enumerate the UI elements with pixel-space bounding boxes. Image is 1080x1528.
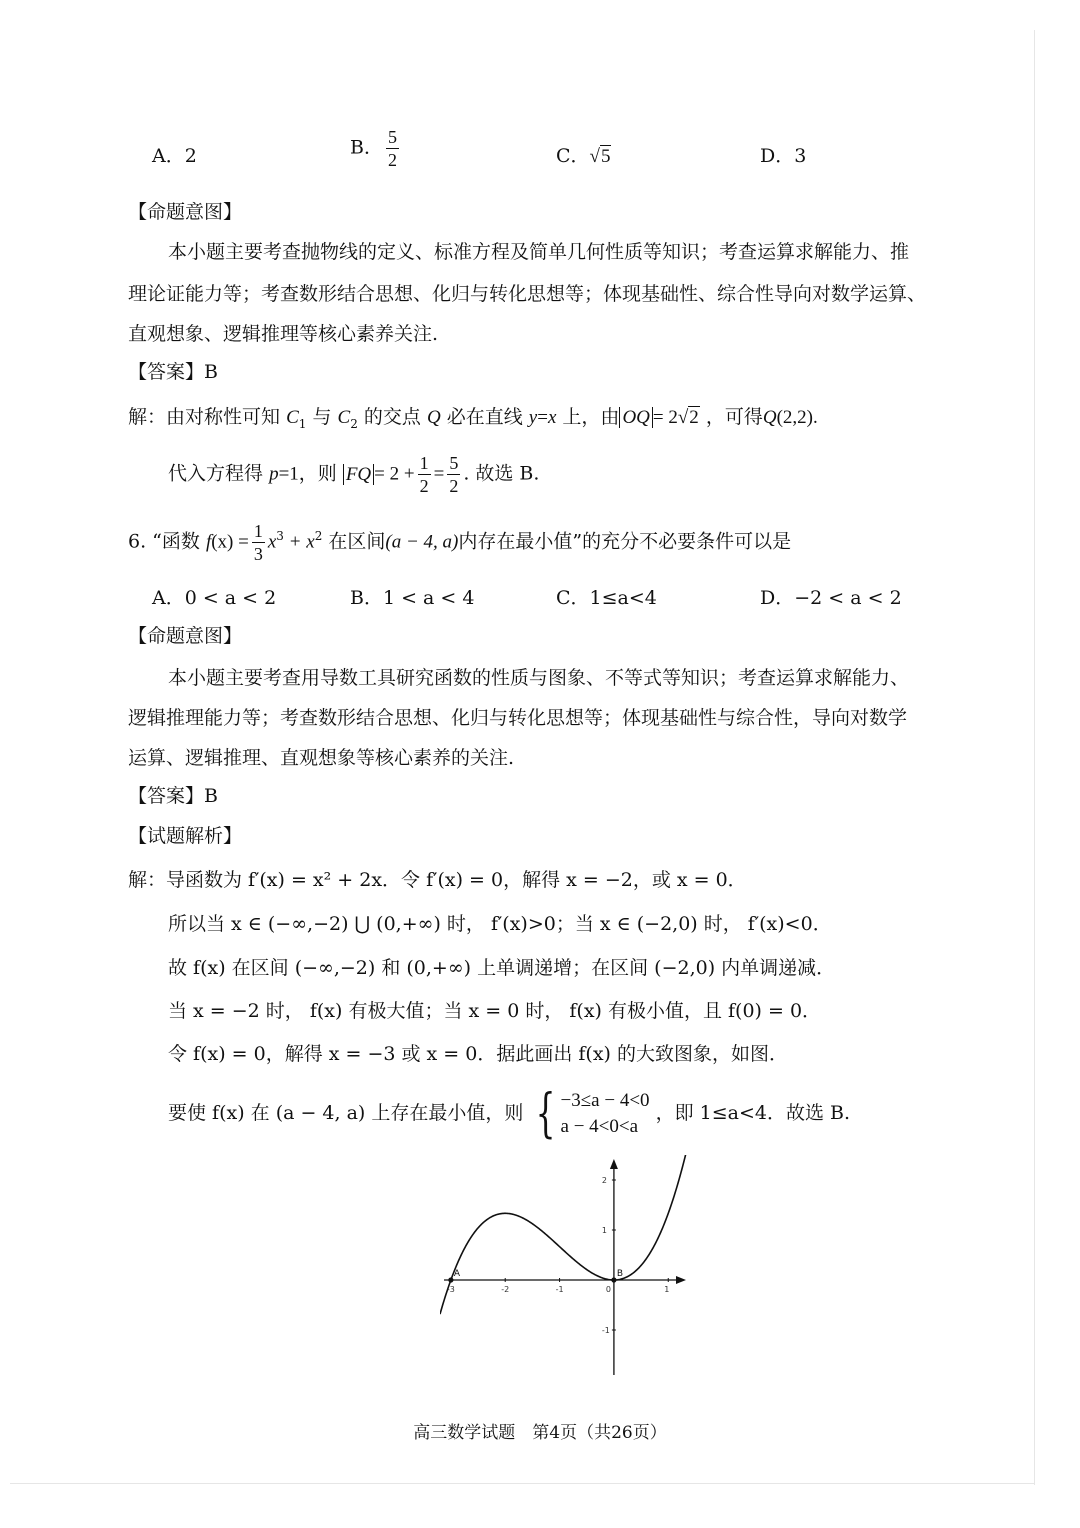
q6-solution-line-3: 故 f(x) 在区间 (−∞,−2) 和 (0,+∞) 上单调递增；在区间 (−2,0) 内单调递减．	[168, 957, 836, 979]
q6-solution-final: 要使 f(x) 在 (a − 4, a) 上存在最小值，则 { −3≤a − 4<0 a − 4<0<a ，即 1≤a<4．故选 B.	[168, 1084, 851, 1144]
page-edge-bottom	[10, 1483, 1035, 1484]
q6-solution-line-5: 令 f(x) = 0，解得 x = −3 或 x = 0．据此画出 f(x) 的大致图象，如图．	[168, 1043, 788, 1065]
y-tick-label: 2	[601, 1176, 608, 1185]
inequality-system	[529, 1084, 650, 1144]
brace-icon: {	[536, 1084, 556, 1144]
q6-option-a: A．0 < a < 2	[152, 587, 277, 609]
graph-point-label: A	[453, 1269, 461, 1279]
q5-intent-line-3: 直观想象、逻辑推理等核心素养关注.	[128, 323, 439, 345]
y-tick-label: -1	[601, 1326, 610, 1335]
system-row-1: −3≤a − 4<0	[560, 1090, 650, 1111]
q5-answer: 【答案】B	[128, 361, 218, 383]
q5-intent-line-1: 本小题主要考查抛物线的定义、标准方程及简单几何性质等知识；考查运算求解能力、推	[168, 241, 910, 263]
q6-solution-line-1: 解：导函数为 f′(x) = x² + 2x．令 f′(x) = 0，解得 x = −2，或 x = 0．	[128, 869, 747, 891]
graph-point	[611, 1277, 616, 1282]
q6-option-d: D．−2 < a < 2	[760, 587, 902, 609]
q5-option-c: C．√5	[556, 145, 611, 167]
q6-intent-heading: 【命题意图】	[128, 625, 243, 647]
q6-intent-line-1: 本小题主要考查用导数工具研究函数的性质与图象、不等式等知识；考查运算求解能力、	[168, 667, 910, 689]
q5-intent-heading: 【命题意图】	[128, 201, 243, 223]
q5-option-b: B． $\frac{5}{2}$	[350, 127, 397, 170]
x-tick-label: 0	[605, 1285, 612, 1294]
q6-option-c: C．1≤a<4	[556, 587, 657, 609]
system-row-2: a − 4<0<a	[560, 1116, 639, 1137]
q5-option-d: D．3	[760, 145, 807, 167]
graph-point	[448, 1277, 453, 1282]
q6-answer: 【答案】B	[128, 785, 218, 807]
x-tick-label: -2	[501, 1285, 510, 1294]
q6-option-b: B．1 < a < 4	[350, 587, 475, 609]
graph-point-label: B	[616, 1269, 624, 1279]
q6-solution-line-2: 所以当 x ∈ (−∞,−2) ⋃ (0,+∞) 时， f′(x)>0；当 x ∈ (−2,0) 时， f′(x)<0．	[168, 913, 832, 935]
page-edge-right	[1034, 30, 1035, 1485]
x-tick-label: -3	[446, 1285, 455, 1294]
q6-analysis-heading: 【试题解析】	[128, 825, 243, 847]
q5-intent-line-2: 理论证能力等；考查数形结合思想、化归与转化思想等；体现基础性、综合性导向对数学运算、	[128, 283, 927, 305]
x-tick-label: 1	[664, 1285, 670, 1294]
x-tick-label: -1	[555, 1285, 564, 1294]
q6-intent-line-2: 逻辑推理能力等；考查数形结合思想、化归与转化思想等；体现基础性与综合性，导向对数学	[128, 707, 908, 729]
y-axis-arrow-icon	[610, 1159, 618, 1169]
graph-ticks	[447, 1176, 669, 1335]
y-tick-label: 1	[601, 1226, 608, 1235]
q6-stem: 6. “函数 f(x) = $\frac{1}{3}$ $x^3 + x^2$ 在区间(a − 4, a)内存在最小值”的充分不必要条件可以是	[128, 521, 792, 564]
q5-solution-line-1: 解：由对称性可知 $C_1$ 与 $C_2$ 的交点 Q 必在直线 y=x 上，由 OQ = 2√2 ，可得Q(2,2).	[128, 406, 818, 431]
q6-solution-line-4: 当 x = −2 时， f(x) 有极大值；当 x = 0 时， f(x) 有极小值，且 f(0) = 0．	[168, 1000, 822, 1022]
function-graph	[440, 1155, 690, 1375]
page-footer: 高三数学试题 第4页（共26页）	[413, 1423, 667, 1443]
q6-intent-line-3: 运算、逻辑推理、直观想象等核心素养的关注.	[128, 747, 515, 769]
q5-option-a: A．2	[152, 145, 197, 167]
x-axis-arrow-icon	[676, 1276, 686, 1284]
q5-solution-line-2: 代入方程得 p=1，则 FQ = 2 + $\frac{1}{2}$ = $\frac{5}{2}$ . 故选 B.	[168, 453, 540, 496]
graph-axes	[444, 1159, 686, 1375]
